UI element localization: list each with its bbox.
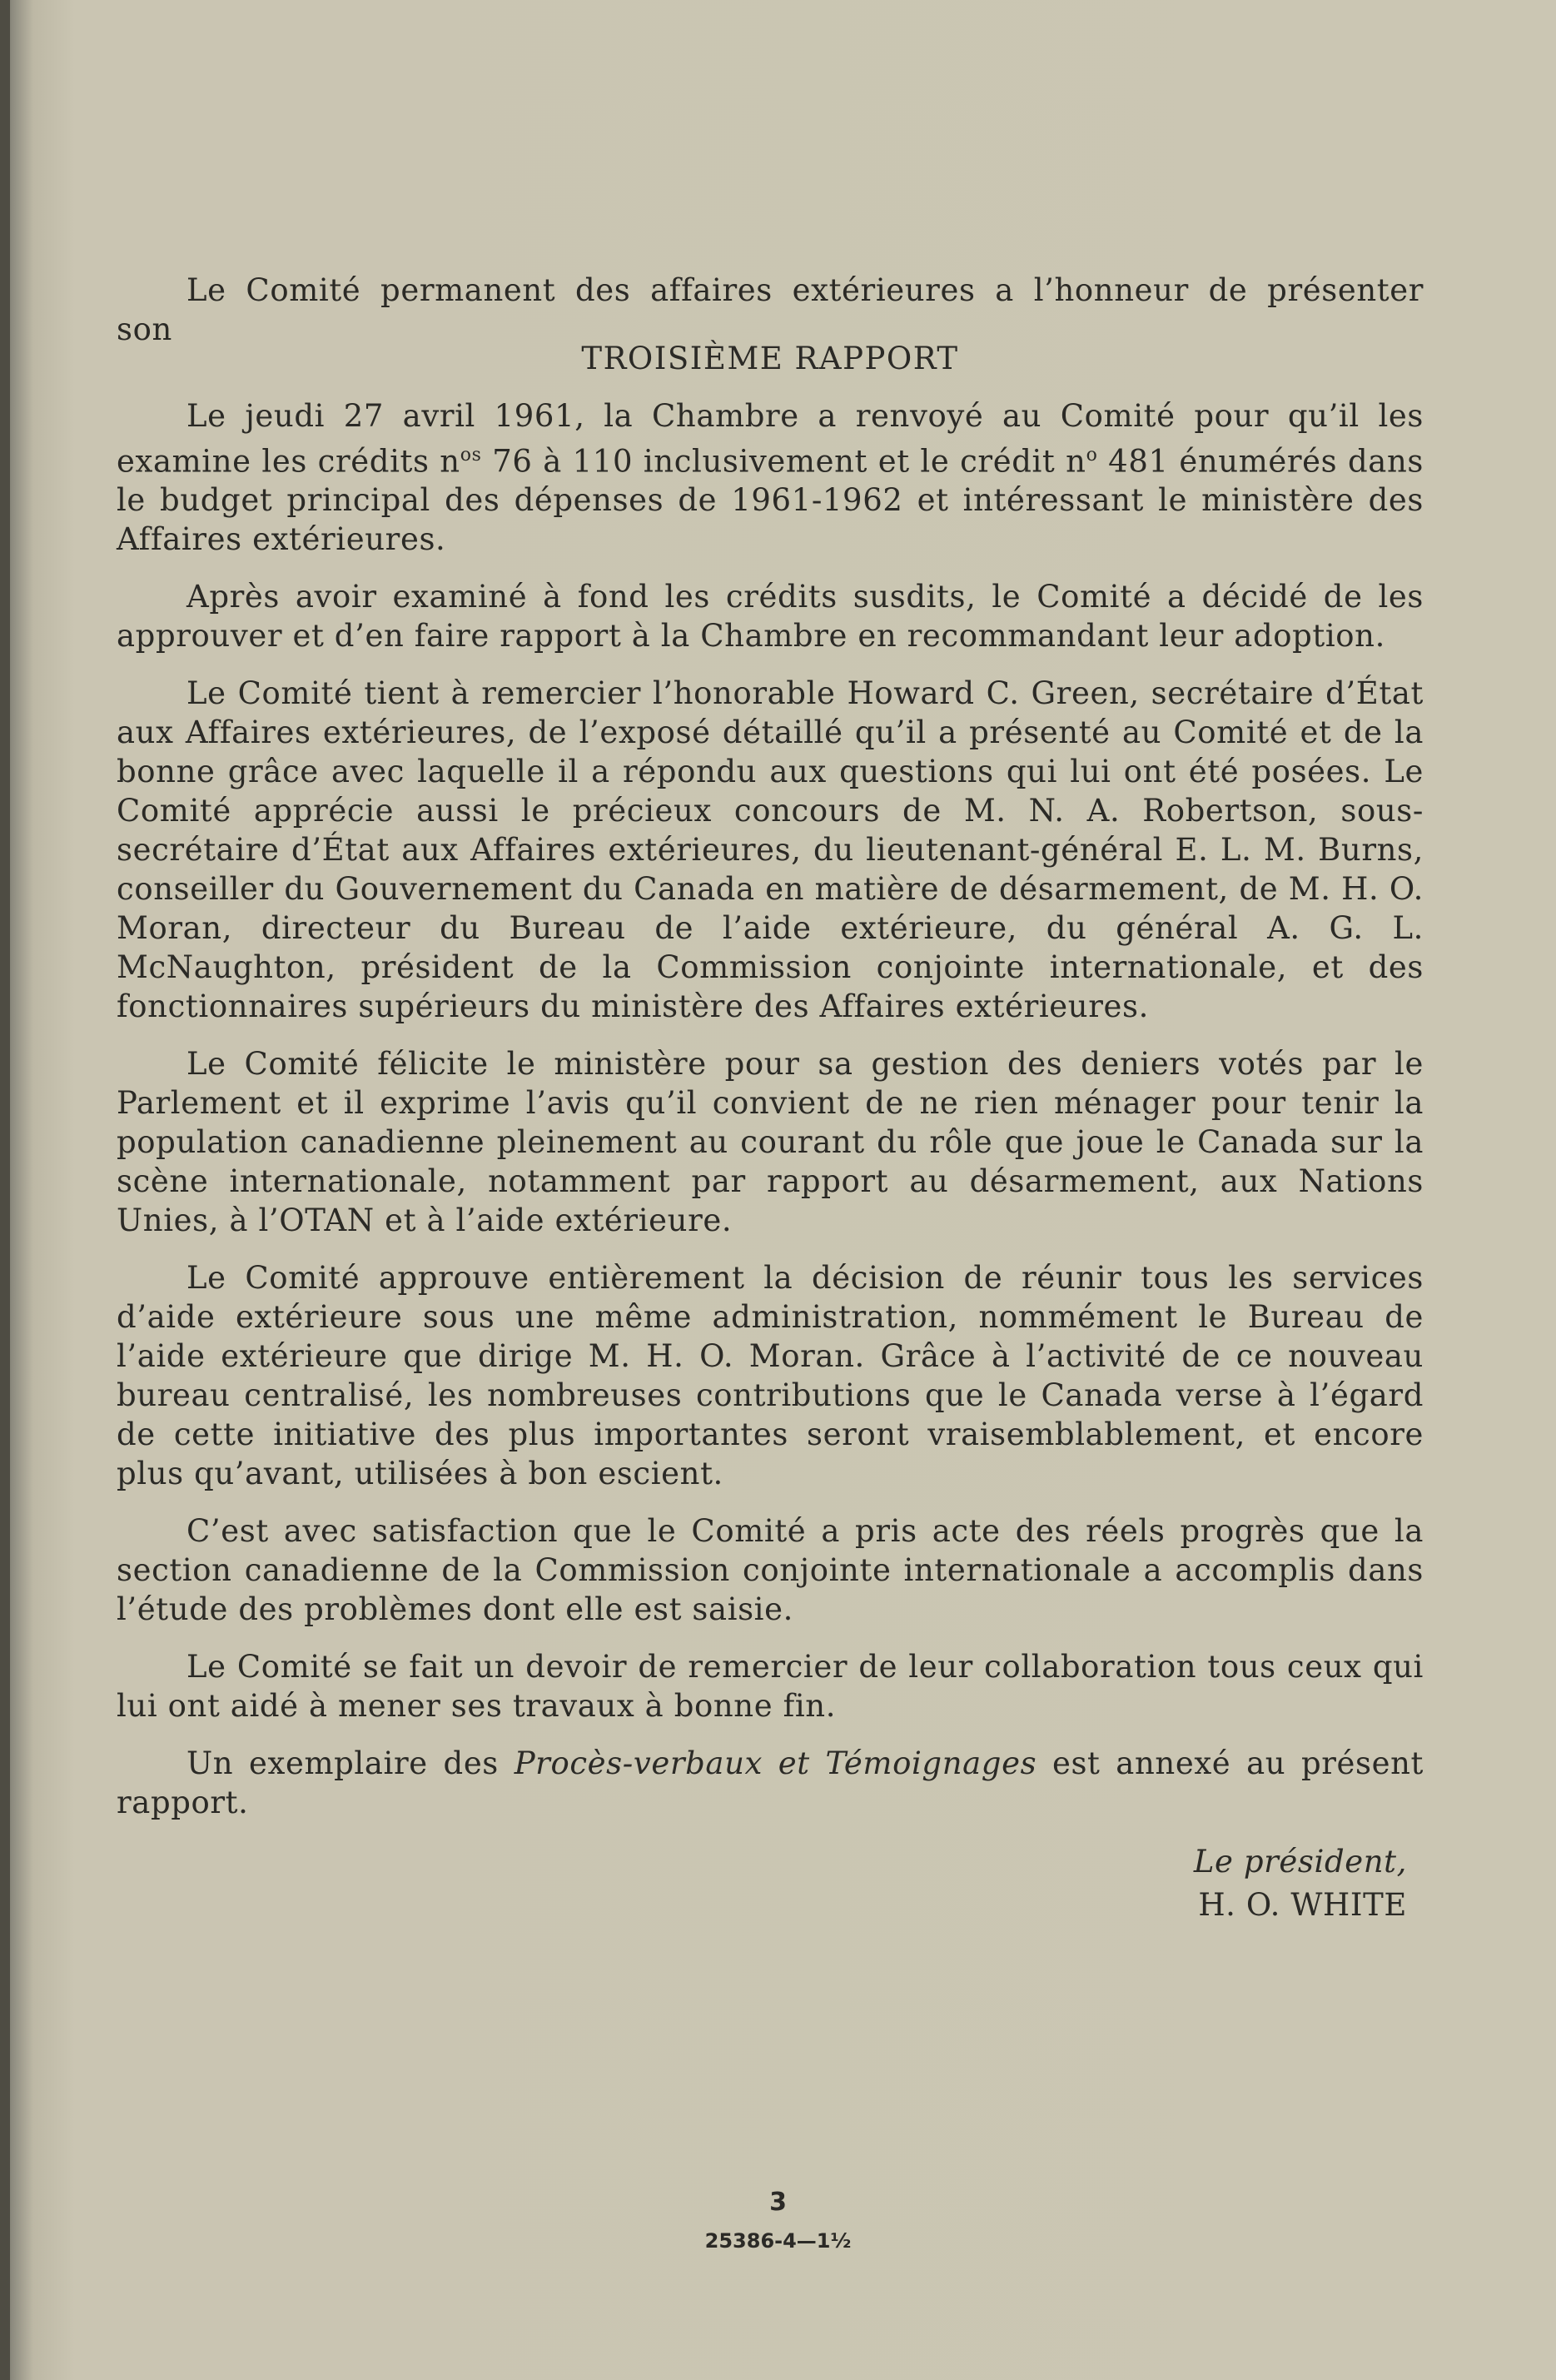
paragraph-annex bbox=[117, 1744, 1424, 1822]
paragraph-external-aid: Le Comité approuve entièrement la décision de réunir tous les services d’aide extérieure sous une même administration, nommément le Bureau de l’aide extérieure que dirige M. H. O. Moran. Grâce à l’activité de ce nouveau bureau centralisé, les nombreuses contributions que le Canada verse à l’égard de cette initiative des plus importantes seront vraisemblablement, et encore plus qu’avant, utilisées à bon escient. bbox=[117, 1260, 1424, 1492]
annex-document-title: Procès-verbaux et Témoignages bbox=[514, 1745, 1037, 1782]
intro-son: son bbox=[117, 311, 172, 347]
page-footer bbox=[0, 2183, 1556, 2260]
intro-line: Le Comité permanent des affaires extérieures a l’honneur de présenter bbox=[186, 272, 1424, 308]
paragraph-approval: Après avoir examiné à fond les crédits susdits, le Comité a décidé de les approuver et d’en faire rapport à la Chambre en recommandant leur adoption. bbox=[117, 579, 1424, 655]
paragraph-referral: Le jeudi 27 avril 1961, la Chambre a renvoyé au Comité pour qu’il les examine les crédits $n^{os}$ 76 à 110 inclusivement et le crédit $n^o$ 481 énumérés dans le budget principal des dépenses de 1961-1962 et intéressant le ministère des Affaires extérieures. bbox=[117, 398, 1424, 558]
page-spine-shadow bbox=[0, 0, 10, 2380]
paragraph-joint-commission: C’est avec satisfaction que le Comité a pris acte des réels progrès que la section canadienne de la Commission conjointe internationale a accomplis dans l’étude des problèmes dont elle est saisie. bbox=[117, 1513, 1424, 1628]
paragraph-congratulations: Le Comité félicite le ministère pour sa gestion des deniers votés par le Parlement et il exprime l’avis qu’il convient de ne rien ménager pour tenir la population canadienne pleinement au courant du rôle que joue le Canada sur la scène internationale, notamment par rapport au désarmement, aux Nations Unies, à l’OTAN et à l’aide extérieure. bbox=[117, 1046, 1424, 1239]
annex-text-after: est annexé au présent rapport. bbox=[117, 1745, 1424, 1821]
annex-text-before: Un exemplaire des bbox=[186, 1745, 515, 1782]
report-title: TROISIÈME RAPPORT bbox=[581, 341, 959, 376]
paragraph-thanks: Le Comité tient à remercier l’honorable Howard C. Green, secrétaire d’État aux Affaires extérieures, de l’exposé détaillé qu’il a présenté au Comité et de la bonne grâce avec laquelle il a répondu aux questions qui lui ont été posées. Le Comité apprécie aussi le précieux concours de M. N. A. Robertson, sous-secrétaire d’État aux Affaires extérieures, du lieutenant-général E. L. M. Burns, conseiller du Gouvernement du Canada en matière de désarmement, de M. H. O. Moran, directeur du Bureau de l’aide extérieure, du général A. G. L. McNaughton, président de la Commission conjointe internationale, et des fonctionnaires supérieurs du ministère des Affaires extérieures. bbox=[117, 675, 1424, 1025]
signature-role: Le président, bbox=[1193, 1844, 1407, 1880]
paragraph-collaboration: Le Comité se fait un devoir de remercier de leur collaboration tous ceux qui lui ont aidé à mener ses travaux à bonne fin. bbox=[117, 1649, 1424, 1725]
signature-block bbox=[117, 1840, 1424, 1927]
signature-name: H. O. WHITE bbox=[1198, 1887, 1407, 1924]
print-code: 25386-4—1½ bbox=[704, 2229, 852, 2253]
report-body bbox=[117, 271, 1424, 1927]
page-number: 3 bbox=[769, 2188, 787, 2217]
